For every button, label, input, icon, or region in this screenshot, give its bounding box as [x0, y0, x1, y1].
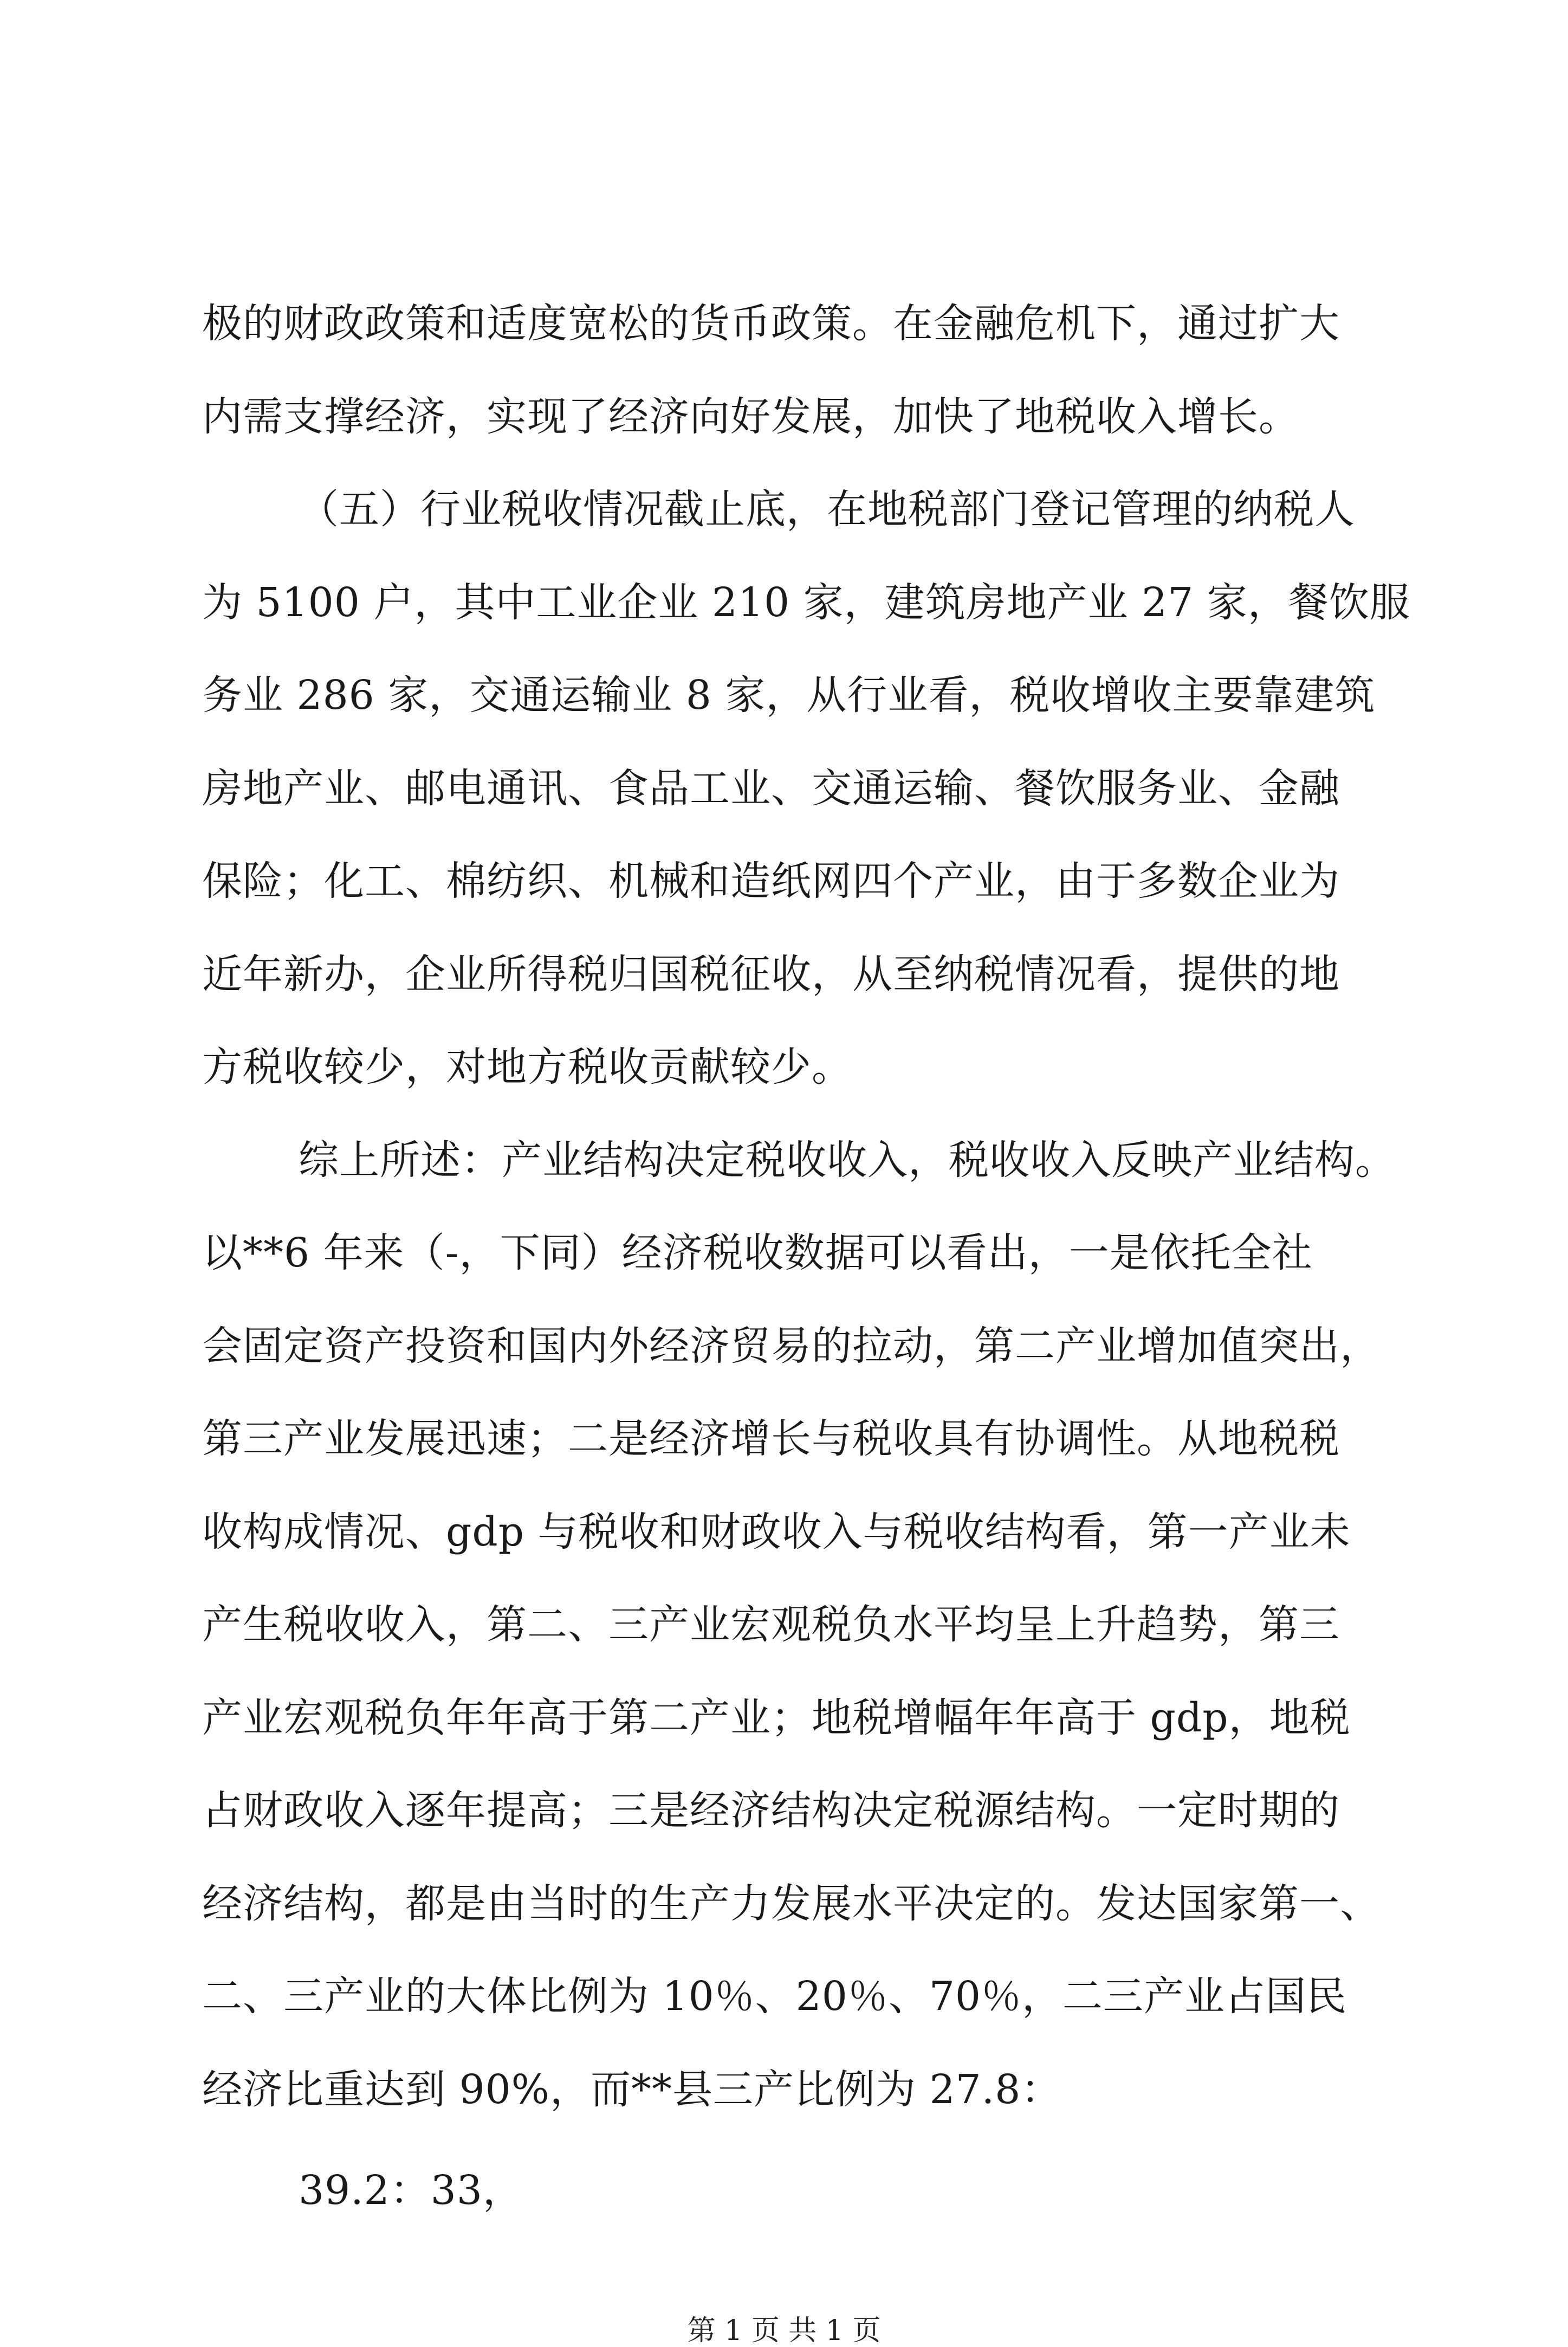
text-line: 经济比重达到 90%，而**县三产比例为 27.8：: [202, 2066, 1062, 2113]
text-line: 保险；化工、棉纺织、机械和造纸网四个产业，由于多数企业为: [202, 858, 1340, 904]
text-line: 近年新办，企业所得税归国税征收，从至纳税情况看，提供的地: [202, 951, 1340, 998]
text-line: 产生税收收入，第二、三产业宏观税负水平均呈上升趋势，第三: [202, 1601, 1340, 1648]
text-line: 产业宏观税负年年高于第二产业；地税增幅年年高于 gdp，地税: [202, 1695, 1351, 1741]
text-line: 第三产业发展迅速；二是经济增长与税收具有协调性。从地税税: [202, 1415, 1340, 1462]
text-line: 收构成情况、gdp 与税收和财政收入与税收结构看，第一产业未: [202, 1509, 1351, 1555]
text-line: 为 5100 户，其中工业企业 210 家，建筑房地产业 27 家，餐饮服: [202, 579, 1410, 626]
text-line: 会固定资产投资和国内外经济贸易的拉动，第二产业增加值突出，: [202, 1323, 1381, 1369]
text-line: 以**6 年来（-，下同）经济税收数据可以看出，一是依托全社: [202, 1230, 1313, 1276]
page-footer: 第 1 页 共 1 页: [687, 2314, 881, 2347]
text-line: 占财政收入逐年提高；三是经济结构决定税源结构。一定时期的: [202, 1787, 1340, 1834]
paragraph-start-line: （五）行业税收情况截止底，在地税部门登记管理的纳税人: [299, 486, 1355, 533]
paragraph-start-line: 39.2：33，: [299, 2167, 523, 2214]
text-line: 极的财政政策和适度宽松的货币政策。在金融危机下，通过扩大: [202, 300, 1340, 347]
text-line: 务业 286 家，交通运输业 8 家，从行业看，税收增收主要靠建筑: [202, 672, 1376, 719]
text-line: 内需支撑经济，实现了经济向好发展，加快了地税收入增长。: [202, 393, 1299, 440]
text-line: 经济结构，都是由当时的生产力发展水平决定的。发达国家第一、: [202, 1880, 1381, 1927]
paragraph-start-line: 综上所述：产业结构决定税收收入，税收收入反映产业结构。: [299, 1137, 1396, 1184]
text-line: 二、三产业的大体比例为 10％、20％、70％，二三产业占国民: [202, 1973, 1347, 2020]
text-line: 房地产业、邮电通讯、食品工业、交通运输、餐饮服务业、金融: [202, 765, 1340, 812]
text-line: 方税收较少，对地方税收贡献较少。: [202, 1044, 852, 1090]
